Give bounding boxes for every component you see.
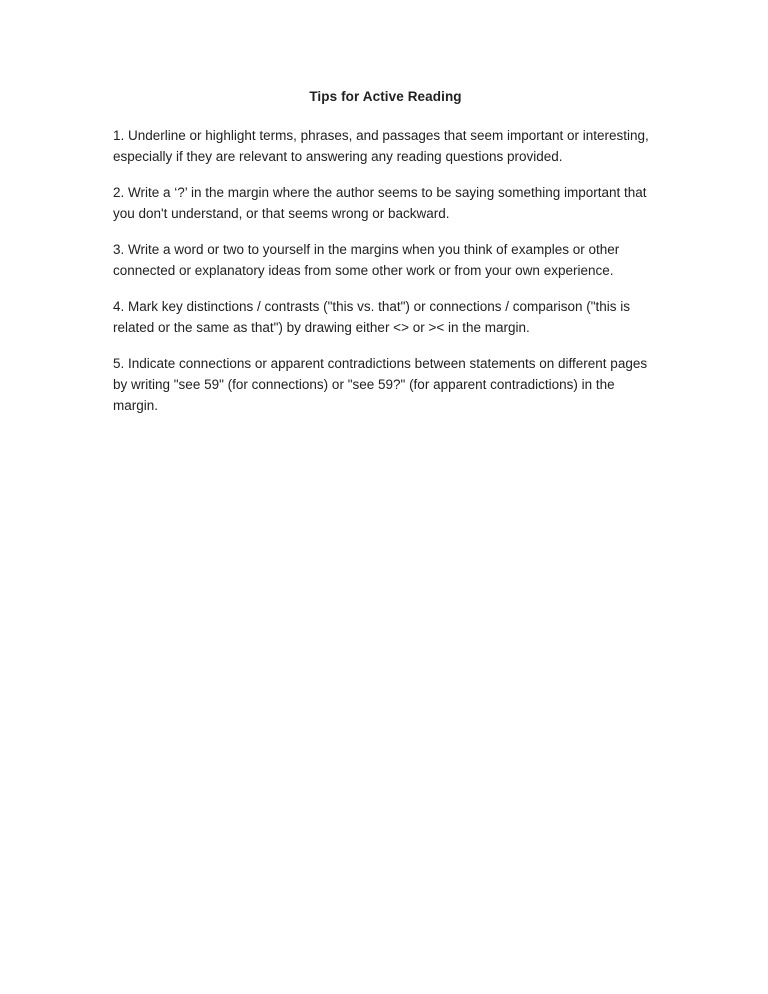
paragraph-tip-5: 5. Indicate connections or apparent contradictions between statements on different pages by writing "see 59" (for connections) or "see 59?" (for apparent contradictions) in the margin. xyxy=(113,356,648,413)
paragraph-tip-2: 2. Write a ‘?’ in the margin where the author seems to be saying something important that you don't understand, or that seems wrong or backward. xyxy=(113,185,647,221)
page-title: Tips for Active Reading xyxy=(309,89,462,104)
paragraph-tip-3: 3. Write a word or two to yourself in the margins when you think of examples or other connected or explanatory ideas from some other work or from your own experience. xyxy=(113,242,620,278)
paragraph-tip-1: 1. Underline or highlight terms, phrases, and passages that seem important or interesting, especially if they are relevant to answering any reading questions provided. xyxy=(113,128,649,164)
paragraph-tip-4: 4. Mark key distinctions / contrasts ("this vs. that") or connections / comparison ("this is related or the same as that") by drawing either <> or >< in the margin. xyxy=(113,299,631,335)
